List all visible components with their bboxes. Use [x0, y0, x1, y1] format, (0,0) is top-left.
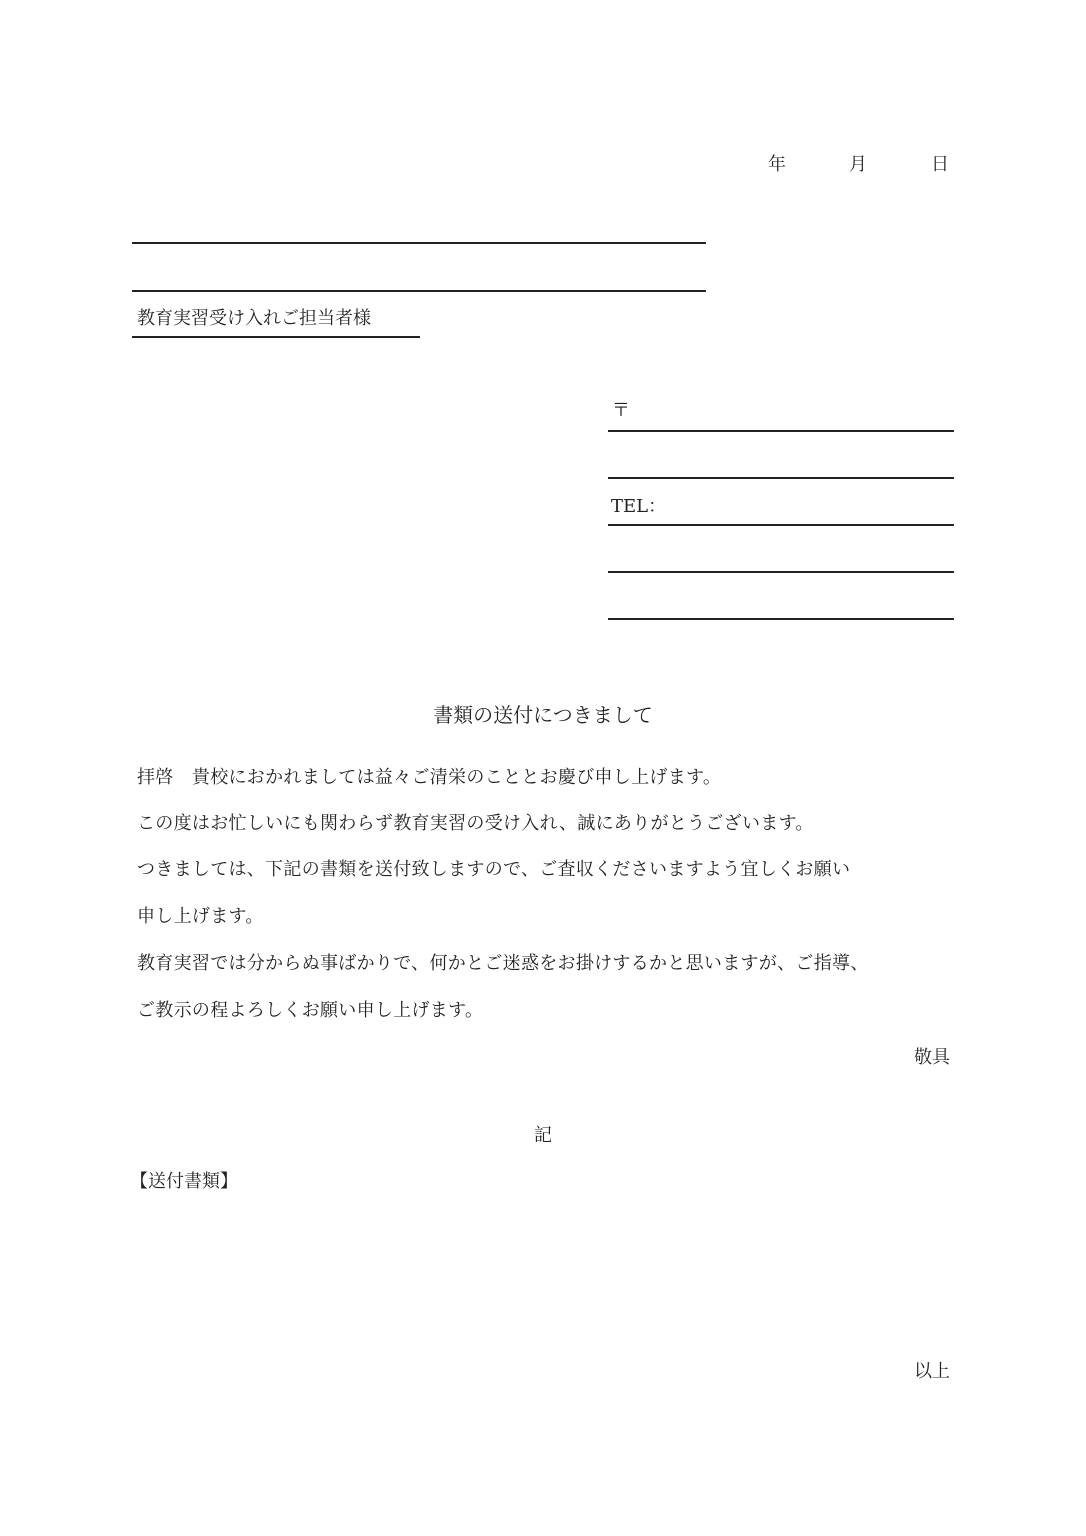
body-line-4: 申し上げます。	[137, 906, 264, 927]
tel-label: TEL：	[611, 496, 667, 517]
body-line-1: 拝啓 貴校におかれましては益々ご清栄のこととお慶び申し上げます。	[137, 767, 722, 788]
enclosure-heading: 【送付書類】	[130, 1171, 238, 1192]
sender-line-5	[608, 618, 954, 620]
end-mark: 以上	[914, 1361, 950, 1382]
body-line-6: ご教示の程よろしくお願い申し上げます。	[137, 1000, 484, 1021]
recipient-line-1	[132, 242, 706, 244]
date-day-label: 日	[931, 154, 949, 175]
sender-line-4	[608, 571, 954, 573]
body-line-3: つきましては、下記の書類を送付致しますので、ご査収くださいますよう宜しくお願い	[137, 859, 851, 880]
sender-line-2	[608, 477, 954, 479]
sender-line-3	[608, 524, 954, 526]
recipient-underline	[132, 336, 420, 338]
body-line-5: 教育実習では分からぬ事ばかりで、何かとご迷惑をお掛けするかと思いますが、ご指導、	[137, 953, 869, 974]
postal-mark: 〒	[612, 400, 630, 421]
closing-keigu: 敬具	[914, 1047, 950, 1068]
document-title: 書類の送付につきまして	[433, 703, 653, 727]
date-month-label: 月	[849, 154, 867, 175]
body-line-2: この度はお忙しいにも関わらず教育実習の受け入れ、誠にありがとうございます。	[137, 813, 814, 834]
recipient-line-2	[132, 290, 706, 292]
sender-line-1	[608, 430, 954, 432]
recipient-label: 教育実習受け入れご担当者様	[137, 308, 371, 329]
date-year-label: 年	[768, 154, 786, 175]
ki-mark: 記	[534, 1125, 552, 1146]
